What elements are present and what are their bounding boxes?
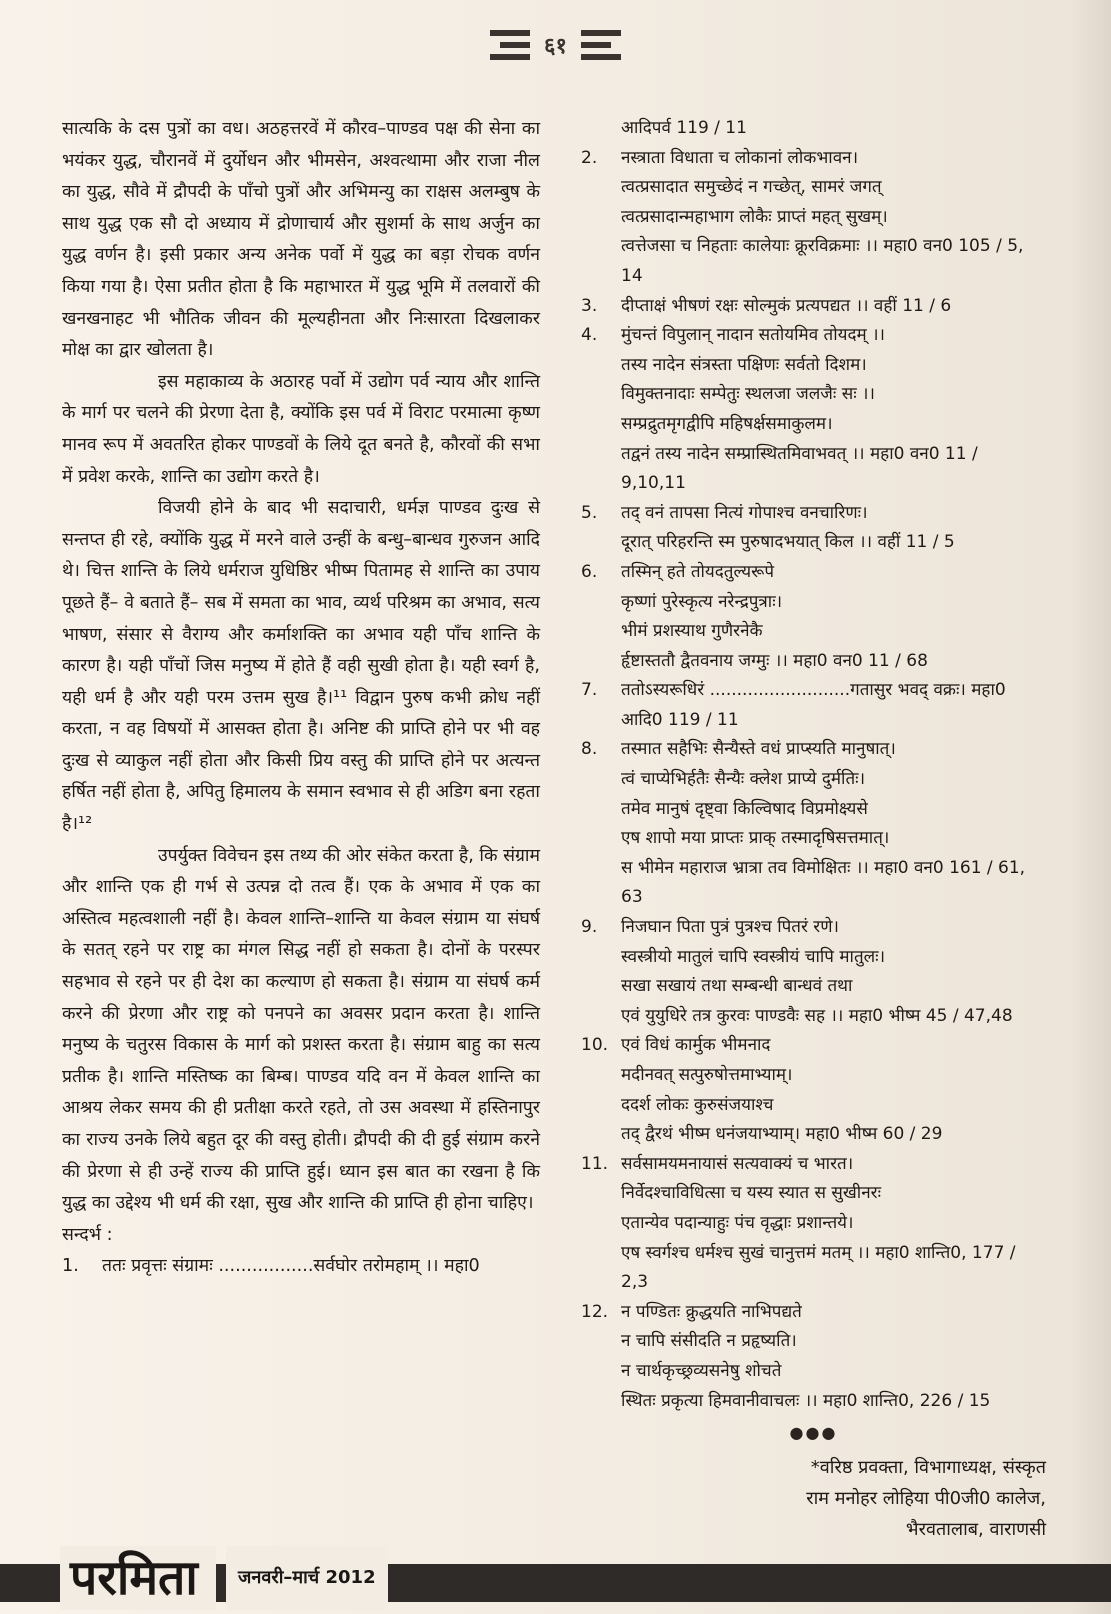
reference-item (581, 558, 1046, 676)
reference-line: त्वं चाप्येभिर्हतैः सैन्यैः क्लेश प्राप्ये दुर्मतिः। (621, 769, 866, 790)
reference-item (581, 676, 1046, 735)
left-column (62, 114, 540, 1283)
reference-line: मुंचन्तं विपुलान् नादान सतोयमिव तोयदम् ।। (621, 325, 885, 346)
page-number: ६१ (544, 34, 567, 59)
reference-line: नस्त्राता विधाता च लोकानां लोकभावन। (621, 147, 859, 168)
paragraph: सात्यकि के दस पुत्रों का वध। अठहत्तरवें में कौरव–पाण्डव पक्ष की सेना का भयंकर युद्ध, चौरानवें में दुर्योधन और भीमसेन, अश्वत्थामा और राजा नील का युद्ध, सौवे में द्रौपदी के पाँचो पुत्रों और अभिमन्यु का राक्षस अलम्बुष के साथ युद्ध एक सौ दो अध्याय में द्रोणाचार्य और सुशर्मा के साथ अर्जुन का युद्ध वर्णन है। इसी प्रकार अन्य अनेक पर्वो में युद्ध का बड़ा रोचक वर्णन किया गया है। ऐसा प्रतीत होता है कि महाभारत में युद्ध भूमि में तलवारों की खनखनाहट भी भौतिक जीवन की मूल्यहीनता और निःसारता दिखलाकर मोक्ष का द्वार खोलता है। (62, 119, 540, 361)
reference-line: सम्प्रद्रुतमृगद्वीपि महिषर्क्षसमाकुलम। (621, 413, 833, 434)
reference-number: 9. (581, 917, 598, 938)
reference-line: त्वत्प्रसादात समुच्छेदं न गच्छेत्, सामरं जगत् (621, 177, 882, 198)
reference-number: 12. (581, 1301, 609, 1322)
reference-line: एतान्येव पदान्याहुः पंच वृद्धाः प्रशान्तये। (621, 1212, 854, 1233)
reference-line: तद् वनं तापसा नित्यं गोपाश्च वनचारिणः। (621, 502, 868, 523)
paragraph: विजयी होने के बाद भी सदाचारी, धर्मज्ञ पाण्डव दुःख से सन्तप्त ही रहे, क्योंकि युद्ध में मरने वाले उन्हीं के बन्धु–बान्धव गुरुजन आदि थे। चित्त शान्ति के लिये धर्मराज युधिष्ठिर भीष्म पितामह से शान्ति का उपाय पूछते हैं– वे बताते हैं– सब में समता का भाव, व्यर्थ परिश्रम का अभाव, सत्य भाषण, संसार से वैराग्य और कर्माशक्ति का अभाव यही पाँच शान्ति के कारण है। यही पाँचों जिस मनुष्य में होते हैं वही सुखी होता है। यही स्वर्ग है, यही धर्म है और यही परम उत्तम सुख है।¹¹ विद्वान पुरुष कभी क्रोध नहीं करता, न वह विषयों में आसक्त होता है। अनिष्ट की प्राप्ति होने पर भी वह दुःख से व्याकुल नहीं होता और किसी प्रिय वस्तु की प्राप्ति होने पर अत्यन्त हर्षित नहीं होता है, अपितु हिमालय के समान स्वभाव से ही अडिग बना रहता है।¹² (62, 498, 540, 835)
reference-line: विमुक्तनादाः सम्पेतुः स्थलजा जलजैः सः ।। (621, 384, 875, 405)
reference-number: 8. (581, 739, 598, 760)
reference-line: तस्मात सहैभिः सैन्यैस्ते वधं प्राप्स्यति मानुषात्। (621, 739, 896, 760)
reference-line: त्वत्प्रसादान्महाभाग लोकैः प्राप्तं महत् सुखम्। (621, 206, 888, 227)
reference-line: ततः प्रवृत्तः संग्रामः .................सर्वघोर तरोमहाम् ।। महा0 (102, 1256, 480, 1277)
header-ornament-left (490, 30, 530, 60)
reference-line: एष स्वर्गश्च धर्मश्च सुखं चानुत्तमं मतम् ।। महा0 शान्ति0, 177 / 2,3 (621, 1242, 1016, 1293)
reference-line: तमेव मानुषं दृष्ट्वा किल्विषाद विप्रमोक्ष्यसे (621, 798, 868, 819)
reference-line: तद्वनं तस्य नादेन सम्प्रास्थितमिवाभवत् ।। महा0 वन0 11 / 9,10,11 (621, 443, 978, 494)
reference-line: र्हृष्टास्ततौ द्वैतवनाय जग्मुः ।। महा0 वन0 11 / 68 (621, 650, 928, 671)
reference-line: स भीमेन महाराज भ्रात्रा तव विमोक्षितः ।। महा0 वन0 161 / 61, 63 (621, 857, 1026, 908)
reference-item (581, 499, 1046, 558)
reference-number: 5. (581, 502, 598, 523)
page-edge-shadow (1071, 0, 1111, 1614)
magazine-logo: परमिता (60, 1546, 216, 1610)
reference-line: मदीनवत् सत्पुरुषोत्तमाभ्याम्। (621, 1065, 793, 1085)
reference-line: सखा सखायं तथा सम्बन्धी बान्धवं तथा (621, 976, 853, 997)
reference-line: एष शापो मया प्राप्तः प्राक् तस्मादृषिसत्तमात्। (621, 828, 890, 849)
references-heading: सन्दर्भ : (62, 1224, 113, 1245)
reference-line: सर्वसामयमनायासं सत्यवाक्यं च भारत। (621, 1153, 854, 1174)
reference-line: दीप्ताक्षं भीषणं रक्षः सोल्मुकं प्रत्यपद्यत ।। वहीं 11 / 6 (621, 295, 952, 316)
reference-number: 2. (581, 147, 598, 168)
reference-number: 3. (581, 295, 598, 316)
reference-item (581, 1298, 1046, 1416)
reference-item (581, 913, 1046, 1031)
reference-number: 7. (581, 680, 598, 701)
reference-line: तस्मिन् हते तोयदतुल्यरूपे (621, 561, 774, 582)
reference-item (581, 292, 1046, 322)
reference-line: एवं युयुधिरे तत्र कुरवः पाण्डवैः सह ।। महा0 भीष्म 45 / 47,48 (621, 1005, 1013, 1026)
reference-continuation: आदिपर्व 119 / 11 (621, 118, 747, 138)
reference-item (581, 1150, 1046, 1298)
reference-number: 11. (581, 1153, 609, 1174)
reference-line: स्थितः प्रकृत्या हिमवानीवाचलः ।। महा0 शान्ति0, 226 / 15 (621, 1390, 991, 1411)
reference-line: ददर्श लोकः कुरुसंजयाश्च (621, 1094, 774, 1115)
reference-item (581, 735, 1046, 913)
right-column (581, 114, 1046, 1545)
header-ornament-right (581, 30, 621, 60)
reference-line: कृष्णां पुरेस्कृत्य नरेन्द्रपुत्राः। (621, 591, 783, 612)
issue-date: जनवरी–मार्च 2012 (226, 1546, 388, 1610)
reference-line: निर्वेदश्चाविधित्सा च यस्य स्यात स सुखीनरः (621, 1183, 882, 1204)
author-line: *वरिष्ठ प्रवक्ता, विभागाध्यक्ष, संस्कृत (810, 1456, 1046, 1478)
section-end-ornament: ●●● (789, 1423, 838, 1443)
reference-line: तद् द्वैरथं भीष्म धनंजयाभ्याम्। महा0 भीष्म 60 / 29 (621, 1124, 943, 1145)
reference-line: दूरात् परिहरन्ति स्म पुरुषादभयात् किल ।। वहीं 11 / 5 (621, 532, 955, 553)
reference-number: 10. (581, 1035, 609, 1056)
reference-line: न चापि संसीदति न प्रहृष्यति। (621, 1331, 797, 1352)
reference-line: तस्य नादेन संत्रस्ता पक्षिणः सर्वतो दिशम। (621, 354, 867, 375)
author-affiliation (581, 1452, 1046, 1545)
reference-number: 4. (581, 325, 598, 346)
page-header (0, 18, 1111, 72)
author-line: भैरवतालाब, वाराणसी (905, 1518, 1046, 1540)
reference-line: भीमं प्रशस्याथ गुणैरनेकै (621, 621, 763, 642)
paragraph: उपर्युक्त विवेचन इस तथ्य की ओर संकेत करता है, कि संग्राम और शान्ति एक ही गर्भ से उत्पन्न दो तत्व हैं। एक के अभाव में एक का अस्तित्व महत्वशाली नहीं है। केवल शान्ति–शान्ति या केवल संग्राम या संघर्ष के सतत् रहने पर राष्ट्र का मंगल सिद्ध नहीं हो सकता है। दोनों के परस्पर सहभाव से रहने पर ही देश का कल्याण हो सकता है। संग्राम या संघर्ष कर्म करने की प्रेरणा और राष्ट्र को पनपने का अवसर प्रदान करता है। शान्ति मनुष्य के चतुरस विकास के मार्ग को प्रशस्त करता है। संग्राम बाहु का सत्य प्रतीक है। शान्ति मस्तिष्क का बिम्ब। पाण्डव यदि वन में केवल शान्ति का आश्रय लेकर समय की ही प्रतीक्षा करते रहते, तो उस अवस्था में हस्तिनापुर का राज्य उनके लिये बहुत दूर की वस्तु होती। द्रौपदी की दी हुई संग्राम करने की प्रेरणा से ही उन्हें राज्य की प्राप्ति हुई। ध्यान इस बात का रखना है कि युद्ध का उद्देश्य भी धर्म की रक्षा, सुख और शान्ति की प्राप्ति ही होना चाहिए। (62, 845, 540, 1214)
reference-line: एवं विधं कार्मुक भीमनाद (621, 1035, 771, 1056)
reference-item (581, 1031, 1046, 1149)
reference-item (581, 144, 1046, 292)
reference-line: स्वस्त्रीयो मातुलं चापि स्वस्त्रीयं चापि मातुलः। (621, 946, 886, 967)
reference-item (581, 321, 1046, 499)
reference-line: ततोऽस्यरूधिरं ..........................गतासुर भवद् वक्रः। महा0 आदि0 119 / 11 (621, 680, 1006, 730)
reference-line: निजघान पिता पुत्रं पुत्रश्च पितरं रणे। (621, 917, 839, 938)
reference-line: न चार्थकृच्छ्रव्यसनेषु शोचते (621, 1360, 782, 1381)
reference-list (581, 144, 1046, 1417)
reference-line: त्वत्तेजसा च निहताः कालेयाः क्रूरविक्रमाः ।। महा0 वन0 105 / 5, 14 (621, 236, 1024, 286)
reference-number: 6. (581, 561, 598, 582)
author-line: राम मनोहर लोहिया पी0जी0 कालेज, (806, 1487, 1046, 1509)
reference-line: न पण्डितः क्रुद्धयति नाभिपद्यते (621, 1301, 802, 1322)
reference-number: 1. (62, 1256, 79, 1277)
paragraph: इस महाकाव्य के अठारह पर्वो में उद्योग पर्व न्याय और शान्ति के मार्ग पर चलने की प्रेरणा देता है, क्योंकि इस पर्व में विराट परमात्मा कृष्ण मानव रूप में अवतरित होकर पाण्डवों के लिये दूत बनते है, कौरवों की सभा में प्रवेश करके, शान्ति का उद्योग करते है। (62, 371, 540, 487)
reference-item (62, 1251, 540, 1283)
